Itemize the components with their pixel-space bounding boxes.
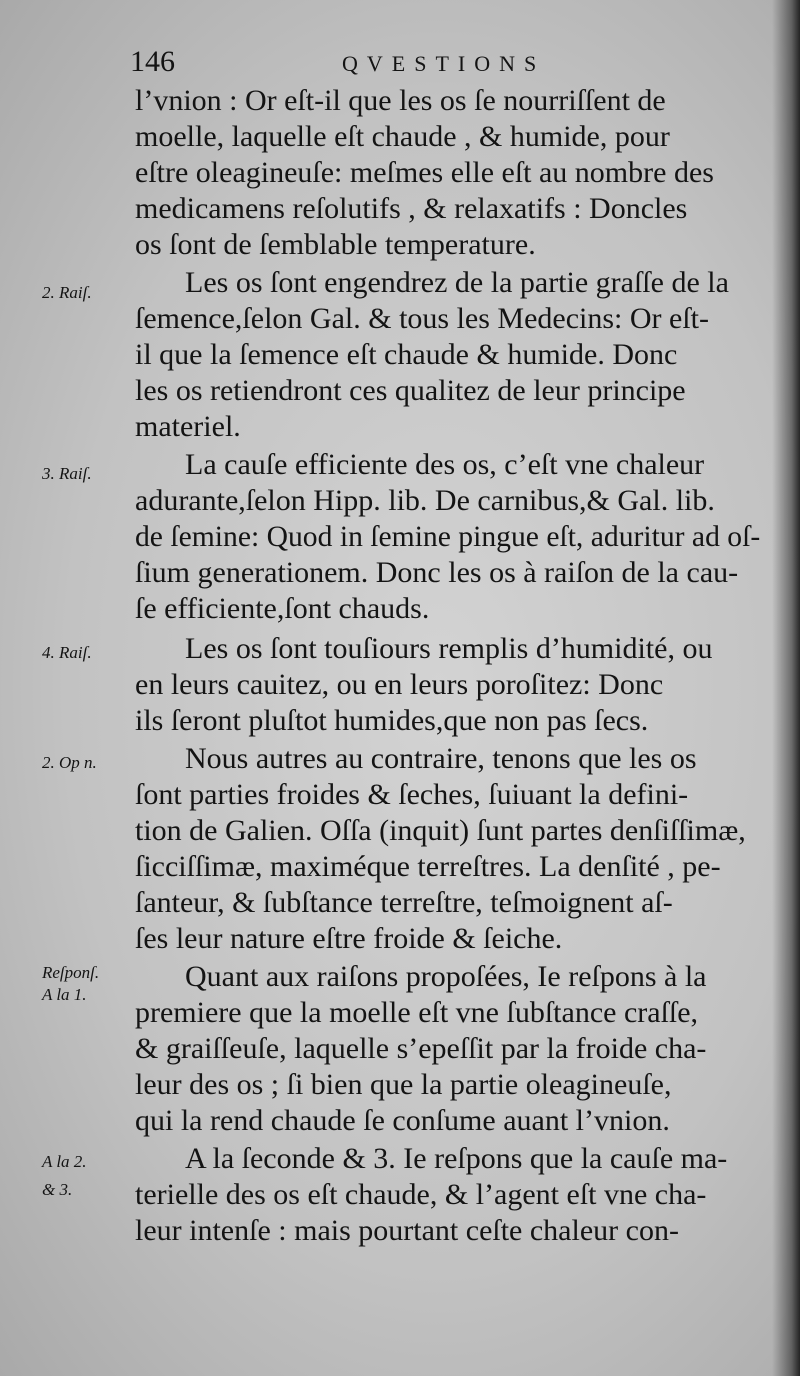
margin-note: 3. Raiſ. (42, 464, 92, 483)
spine-shadow (772, 0, 800, 1376)
text-line: l’vnion : Or eſt-il que les os ſe nourriſſent de (135, 84, 666, 117)
text-line: moelle, laquelle eſt chaude , & humide, pour (135, 120, 670, 153)
text-line: les os retiendront ces qualitez de leur principe (135, 374, 686, 407)
text-line: ſes leur nature eſtre froide & ſeiche. (135, 922, 563, 955)
text-line: & graiſſeuſe, laquelle s’epeſſit par la froide cha- (135, 1032, 707, 1065)
margin-note: 2. Op n. (42, 753, 97, 772)
text-line: ils ſeront pluſtot humides,que non pas ſecs. (135, 704, 649, 737)
text-line: La cauſe efficiente des os, c’eſt vne chaleur (185, 448, 705, 481)
text-line: premiere que la moelle eſt vne ſubſtance craſſe, (135, 996, 699, 1029)
text-line: Quant aux raiſons propoſées, Ie reſpons à la (185, 960, 707, 993)
margin-note: 2. Raiſ. (42, 283, 92, 302)
text-line: tion de Galien. Oſſa (inquit) ſunt partes denſiſſimæ, (135, 814, 746, 847)
page-header (130, 45, 760, 85)
page-number: 146 (130, 45, 175, 78)
text-line: ſanteur, & ſubſtance terreſtre, teſmoignent aſ- (135, 886, 673, 919)
text-line: eſtre oleagineuſe: meſmes elle eſt au nombre des (135, 156, 714, 189)
margin-note: 4. Raiſ. (42, 643, 92, 662)
text-line: il que la ſemence eſt chaude & humide. Donc (135, 338, 678, 371)
text-line: ſont parties froides & ſeches, ſuiuant la defini- (135, 778, 689, 811)
text-line: medicamens reſolutifs , & relaxatifs : Doncles (135, 192, 688, 225)
text-line: ſe efficiente,ſont chauds. (135, 592, 430, 625)
text-line: materiel. (135, 410, 241, 443)
text-line: A la ſeconde & 3. Ie reſpons que la cauſe ma- (185, 1142, 728, 1175)
text-line: Les os ſont touſiours remplis d’humidité, ou (185, 632, 713, 665)
text-line: Les os ſont engendrez de la partie graſſe de la (185, 266, 729, 299)
margin-note: Reſponſ. (42, 963, 100, 982)
text-line: ſicciſſimæ, maximéque terreſtres. La denſité , pe- (135, 850, 721, 883)
margin-note: A la 2. (42, 1152, 87, 1171)
text-line: os ſont de ſemblable temperature. (135, 228, 536, 261)
text-line: terielle des os eſt chaude, & l’agent eſt vne cha- (135, 1178, 707, 1211)
text-line: de ſemine: Quod in ſemine pingue eſt, aduritur ad oſ- (135, 520, 761, 553)
margin-note: A la 1. (42, 985, 87, 1004)
running-title: QVESTIONS (342, 51, 546, 76)
text-line: qui la rend chaude ſe conſume auant l’vnion. (135, 1104, 670, 1137)
margin-note: & 3. (42, 1180, 73, 1199)
text-line: leur intenſe : mais pourtant ceſte chaleur con- (135, 1214, 679, 1247)
text-line: Nous autres au contraire, tenons que les os (185, 742, 697, 775)
text-line: leur des os ; ſi bien que la partie oleagineuſe, (135, 1068, 672, 1101)
text-line: adurante,ſelon Hipp. lib. De carnibus,& Gal. lib. (135, 484, 715, 517)
text-line: ſium generationem. Donc les os à raiſon de la cau- (135, 556, 739, 589)
text-line: ſemence,ſelon Gal. & tous les Medecins: Or eſt- (135, 302, 709, 335)
text-line: en leurs cauitez, ou en leurs poroſitez: Donc (135, 668, 664, 701)
